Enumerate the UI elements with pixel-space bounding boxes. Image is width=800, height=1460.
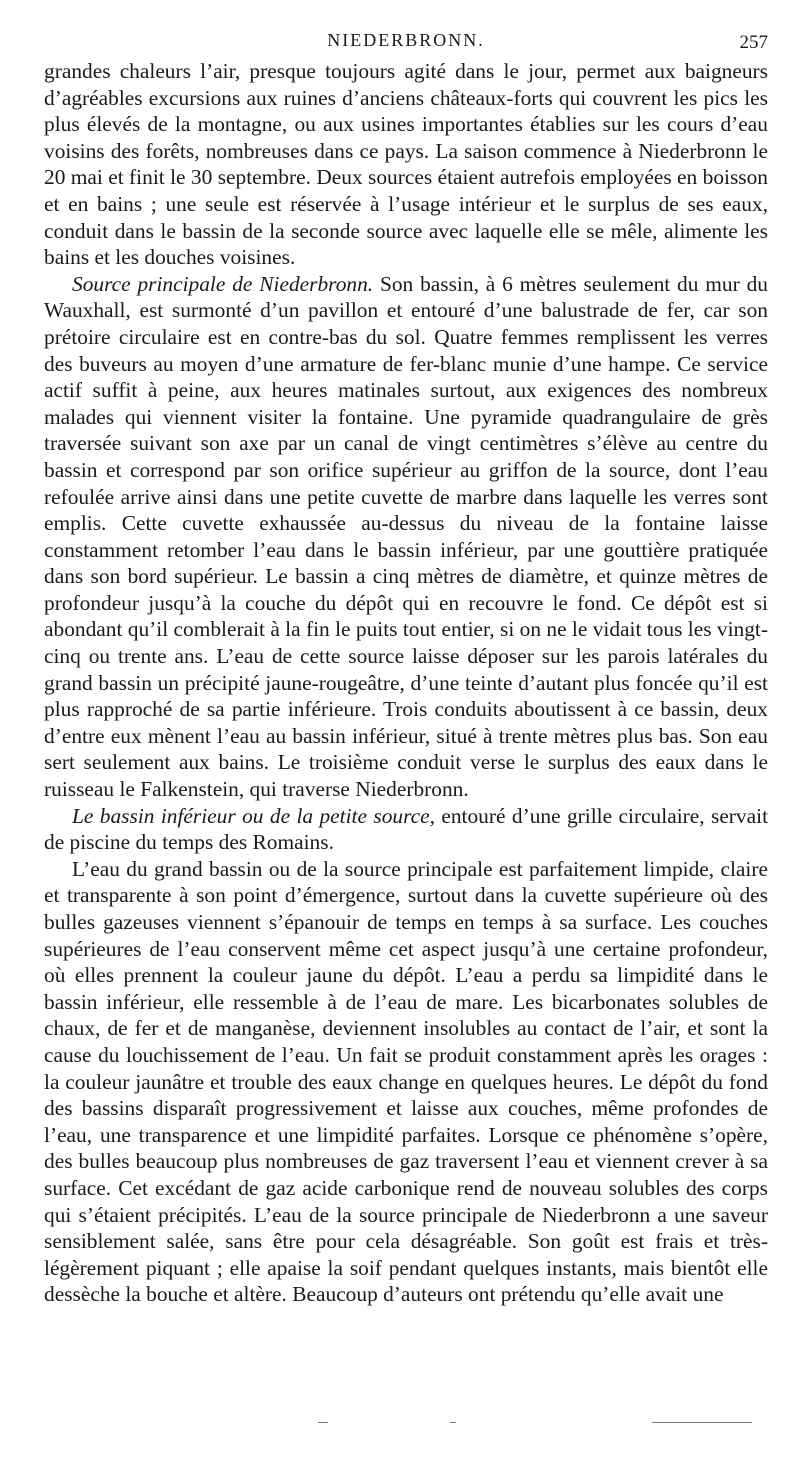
print-mark	[450, 1422, 456, 1423]
paragraph-3-text: entouré d’une grille circulaire, servait de piscine du temps des Romains.	[44, 803, 769, 855]
page-number: 257	[739, 32, 768, 53]
book-page	[44, 22, 768, 1308]
print-mark	[652, 1422, 752, 1423]
paragraph-4-text: L’eau du grand bassin ou de la source principale est parfaitement limpide, claire et transparente à son point d’émergence, surtout dans la cuvette supérieure où des bulles gazeuses viennent s’épanouir de temps en temps à sa surface. Les couches supérieures de l’eau conservent même cet aspect jusqu’à une certaine profondeur, où elles prennent la couleur jaune du dépôt. L’eau a perdu sa limpidité dans le bassin inférieur, elle ressemble à de l’eau de mare. Les bicarbonates solubles de chaux, de fer et de manganèse, deviennent insolubles au contact de l’air, et sont la cause du louchissement de l’eau. Un fait se produit constamment après les orages : la couleur jaunâtre et trouble des eaux change en quelques heures. Le dépôt du fond des bassins disparaît progressivement et laisse aux couches, même profondes de l’eau, une transparence et une limpidité parfaites. Lorsque ce phénomène s’opère, des bulles beaucoup plus nombreuses de gaz traversent l’eau et viennent crever à sa surface. Cet excédant de gaz acide carbonique rend de nouveau solubles des corps qui s’étaient précipités. L’eau de la source principale de Niederbronn a une saveur sensiblement salée, sans être pour cela désagréable. Son goût est frais et très-légèrement piquant ; elle apaise la soif pendant quelques instants, mais bientôt elle dessèche la bouche et altère. Beaucoup d’auteurs ont prétendu qu’elle avait une	[44, 856, 768, 1307]
running-title: NIEDERBRONN.	[327, 30, 485, 50]
body-text	[44, 58, 768, 1308]
paragraph-4	[44, 856, 768, 1308]
section-heading-source-principale: Source principale de Niederbronn.	[72, 271, 374, 296]
paragraph-3	[44, 803, 768, 856]
running-head	[44, 22, 768, 58]
paragraph-2-text: Son bassin, à 6 mètres seulement du mur du Wauxhall, est surmonté d’un pavillon et entouré d’une balustrade de fer, car son prétoire circulaire est en contre-bas du sol. Quatre femmes remplissent les verres des buveurs au moyen d’une armature de fer-blanc munie d’une hampe. Ce service actif suffit à peine, aux heures matinales surtout, aux exigences des nombreux malades qui viennent visiter la fontaine. Une pyramide quadrangulaire de grès traversée suivant son axe par un canal de vingt centimètres s’élève au centre du bassin et correspond par son orifice supérieur au griffon de la source, dont l’eau refoulée arrive ainsi dans une petite cuvette de marbre dans laquelle les verres sont emplis. Cette cuvette exhaussée au-dessus du niveau de la fontaine laisse constamment retomber l’eau dans le bassin inférieur, par une gouttière pratiquée dans son bord supérieur. Le bassin a cinq mètres de diamètre, et quinze mètres de profondeur jusqu’à la couche du dépôt qui en recouvre le fond. Ce dépôt est si abondant qu’il comblerait à la fin le puits tout entier, si on ne le vidait tous les vingt-cinq ou trente ans. L’eau de cette source laisse déposer sur les parois latérales du grand bassin un précipité jaune-rougeâtre, d’une teinte d’autant plus foncée qu’il est plus rapproché de sa partie inférieure. Trois conduits aboutissent à ce bassin, deux d’entre eux mènent l’eau au bassin inférieur, situé à trente mètres plus bas. Son eau sert seulement aux bains. Le troisième conduit verse le surplus des eaux dans le ruisseau le Falkenstein, qui traverse Niederbronn.	[44, 271, 768, 802]
print-mark	[318, 1422, 328, 1423]
section-heading-bassin-inferieur: Le bassin inférieur ou de la petite source,	[72, 803, 435, 828]
bottom-print-marks	[0, 1418, 800, 1428]
paragraph-1	[44, 58, 768, 271]
paragraph-1-text: grandes chaleurs l’air, presque toujours agité dans le jour, permet aux baigneurs d’agréables excursions aux ruines d’anciens châteaux-forts qui couvrent les pics les plus élevés de la montagne, ou aux usines importantes établies sur les cours d’eau voisins des forêts, nombreuses dans ce pays. La saison commence à Niederbronn le 20 mai et finit le 30 septembre. Deux sources étaient autrefois employées en boisson et en bains ; une seule est réservée à l’usage intérieur et le surplus de ses eaux, conduit dans le bassin de la seconde source avec laquelle elle se mêle, alimente les bains et les douches voisines.	[44, 59, 768, 270]
paragraph-2	[44, 271, 768, 803]
